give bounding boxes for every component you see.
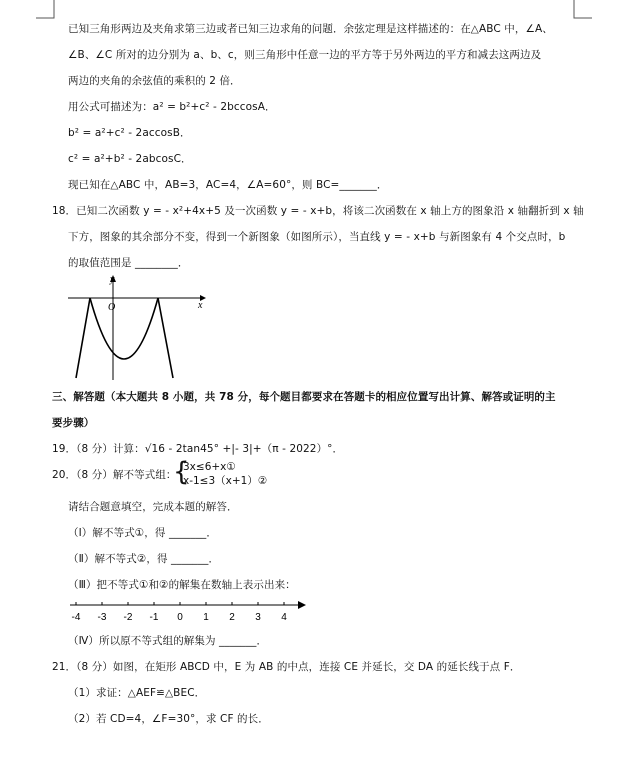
curve-reflected-parabola: [90, 298, 158, 359]
inequality-system: [173, 457, 268, 488]
number-line-arrow: [298, 601, 306, 609]
corner-mark-right: [572, 0, 592, 20]
question-20: 20．（8 分）解不等式组：: [52, 469, 177, 481]
text-line-3: 两边的夹角的余弦值的乘积的 2 倍．: [68, 75, 241, 87]
question-20-part-i: （Ⅰ）解不等式①，得 _______．: [68, 527, 217, 539]
formula-b: b² = a²+c² - 2accosB．: [68, 127, 191, 139]
number-line-tick-label: -2: [123, 612, 133, 623]
formula-a: 用公式可描述为：a² = b²+c² - 2bccosA．: [68, 101, 276, 113]
number-line-tick-label: 3: [255, 612, 261, 623]
question-17-ask: 现已知在△ABC 中，AB=3，AC=4，∠A=60°，则 BC=_______．: [68, 179, 388, 191]
question-18-line-1: 18．已知二次函数 y = - x²+4x+5 及一次函数 y = - x+b，将该二次函数在 x 轴上方的图象沿 x 轴翻折到 x 轴: [52, 205, 584, 217]
number-line-tick-label: -4: [71, 612, 81, 623]
number-line-tick-label: 4: [281, 612, 287, 623]
curve-left-branch: [76, 298, 90, 378]
number-line: [66, 597, 306, 627]
number-line-tick-label: -1: [149, 612, 159, 623]
question-18-line-2: 下方，图象的其余部分不变，得到一个新图象（如图所示），当直线 y = - x+b 与新图象有 4 个交点时，b: [68, 231, 566, 243]
question-21-part-1: （1）求证：△AEF≌△BEC．: [68, 687, 206, 699]
question-20-part-iv: （Ⅳ）所以原不等式组的解集为 _______．: [68, 635, 268, 647]
question-20-instruction: 请结合题意填空，完成本题的解答．: [68, 501, 238, 513]
inequality-2: x-1≤3（x+1）②: [183, 475, 268, 487]
number-line-tick-label: -3: [97, 612, 107, 623]
question-18-line-3: 的取值范围是 ________．: [68, 257, 189, 269]
text-line-2: ∠B、∠C 所对的边分别为 a、b、c，则三角形中任意一边的平方等于另外两边的平方和减去这两边及: [68, 49, 542, 61]
question-19: 19．（8 分）计算：√16 - 2tan45° +|- 3|+（π - 2022）°．: [52, 443, 344, 455]
question-20-part-ii: （Ⅱ）解不等式②，得 _______．: [68, 553, 220, 565]
x-axis-label: x: [198, 300, 203, 311]
y-axis-label: y: [110, 274, 115, 285]
number-line-tick-label: 0: [177, 612, 183, 623]
number-line-tick-label: 1: [203, 612, 209, 623]
question-21-part-2: （2）若 CD=4，∠F=30°，求 CF 的长．: [68, 713, 269, 725]
formula-c: c² = a²+b² - 2abcosC．: [68, 153, 192, 165]
corner-mark-left: [36, 0, 56, 20]
section-3-heading-cont: 要步骤）: [52, 417, 95, 429]
section-3-heading: 三、解答题（本大题共 8 小题，共 78 分，每个题目都要求在答题卡的相应位置写出计算、解答或证明的主: [52, 391, 556, 403]
origin-label: O: [108, 302, 116, 313]
question-20-part-iii: （Ⅲ）把不等式①和②的解集在数轴上表示出来：: [68, 579, 296, 591]
curve-right-branch: [158, 298, 173, 378]
question-21: 21．（8 分）如图，在矩形 ABCD 中，E 为 AB 的中点，连接 CE 并延长，交 DA 的延长线于点 F．: [52, 661, 521, 673]
inequality-1: 3x≤6+x①: [183, 461, 236, 473]
number-line-tick-label: 2: [229, 612, 235, 623]
text-line-1: 已知三角形两边及夹角求第三边或者已知三边求角的问题．余弦定理是这样描述的：在△ABC 中，∠A、: [68, 23, 553, 35]
left-brace: {: [173, 457, 190, 487]
function-graph: [66, 270, 216, 382]
